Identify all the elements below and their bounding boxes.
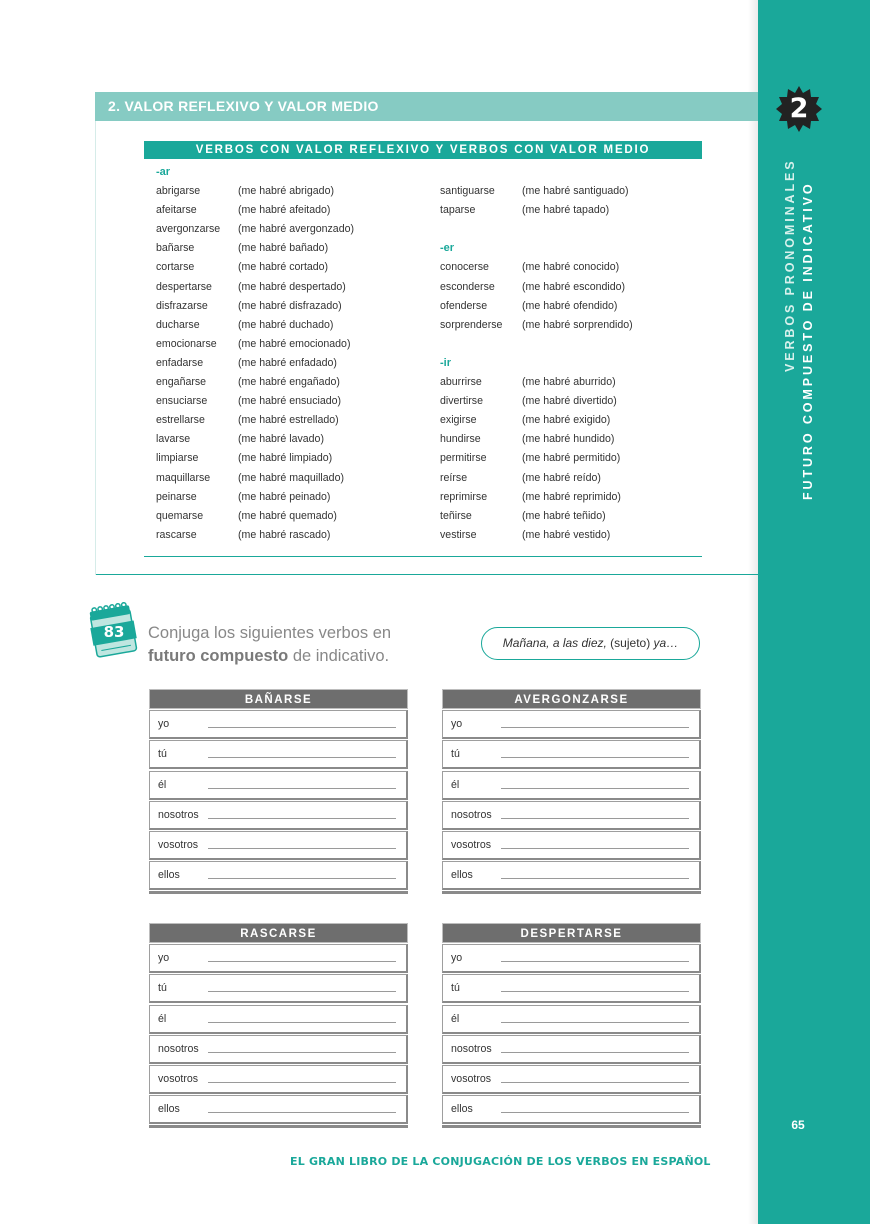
section-frame-edge (95, 121, 96, 575)
verb-table-title: VERBOS CON VALOR REFLEXIVO Y VERBOS CON VALOR MEDIO (144, 141, 702, 159)
verb-row (156, 258, 329, 277)
hint-italic-2: ya… (653, 636, 679, 650)
conjugation-row (149, 944, 408, 973)
pronoun-label: tú (451, 982, 460, 995)
verb-infinitive: peinarse (156, 490, 197, 503)
answer-line[interactable] (501, 848, 689, 849)
hint-plain: (sujeto) (606, 636, 654, 650)
conjugation-table-despertarse (442, 923, 701, 1128)
conjugation-row (442, 1095, 701, 1124)
verb-group-label: -ar (156, 166, 171, 178)
pronoun-label: yo (451, 718, 463, 731)
verb-infinitive: reprimirse (440, 490, 488, 503)
verb-row (156, 469, 344, 488)
verb-row (440, 163, 454, 182)
verb-infinitive: maquillarse (156, 471, 211, 484)
verb-future-perfect: (me habré teñido) (522, 509, 606, 522)
pronoun-label: ellos (451, 869, 473, 882)
conjugation-row (442, 861, 701, 890)
conjugation-table-bottom (149, 1125, 408, 1128)
verb-group-label: -er (440, 242, 455, 255)
verb-future-perfect: (me habré divertido) (522, 395, 617, 408)
answer-line[interactable] (208, 878, 396, 879)
conjugation-row (149, 831, 408, 860)
pronoun-label: él (158, 778, 167, 791)
verb-infinitive: afeitarse (156, 204, 197, 217)
instruction-line2: de indicativo. (288, 647, 390, 665)
verb-infinitive: esconderse (440, 280, 495, 293)
pronoun-label: él (451, 778, 460, 791)
verb-infinitive: disfrazarse (156, 299, 208, 312)
verb-row (440, 430, 615, 449)
verb-future-perfect: (me habré abrigado) (238, 185, 334, 198)
verb-infinitive: cortarse (156, 261, 195, 274)
verb-future-perfect: (me habré maquillado) (238, 471, 344, 484)
verb-infinitive: enfadarse (156, 356, 204, 369)
verb-row (156, 373, 340, 392)
verb-row (156, 182, 334, 201)
verb-infinitive: sorprenderse (440, 318, 503, 331)
pronoun-label: tú (451, 748, 460, 761)
verb-future-perfect: (me habré peinado) (238, 490, 331, 503)
conjugation-row (442, 974, 701, 1003)
verb-future-perfect: (me habré emocionado) (238, 337, 351, 350)
answer-line[interactable] (501, 1112, 689, 1113)
conjugation-table-title: AVERGONZARSE (442, 689, 701, 709)
verb-column-left (156, 163, 355, 545)
verb-infinitive: emocionarse (156, 337, 217, 350)
verb-row (440, 373, 616, 392)
answer-line[interactable] (501, 991, 689, 992)
pronoun-label: yo (158, 952, 170, 965)
pronoun-label: yo (158, 718, 170, 731)
conjugation-table-rascarse (149, 923, 408, 1128)
conjugation-row (149, 974, 408, 1003)
answer-line[interactable] (208, 1112, 396, 1113)
pronoun-label: nosotros (158, 1042, 199, 1055)
conjugation-row (442, 740, 701, 769)
answer-line[interactable] (501, 1052, 689, 1053)
verb-row (440, 411, 611, 430)
conjugation-row (149, 1035, 408, 1064)
verb-row (156, 297, 342, 316)
verb-row (156, 335, 351, 354)
side-title-line2: FUTURO COMPUESTO DE INDICATIVO (801, 181, 815, 500)
pronoun-label: vosotros (451, 1072, 492, 1085)
verb-infinitive: rascarse (156, 528, 197, 541)
verb-infinitive: ducharse (156, 318, 200, 331)
verb-future-perfect: (me habré escondido) (522, 280, 626, 293)
answer-line[interactable] (501, 727, 689, 728)
verb-row (440, 449, 621, 468)
verb-row (440, 392, 617, 411)
verb-future-perfect: (me habré despertado) (238, 280, 346, 293)
verb-infinitive: despertarse (156, 280, 212, 293)
verb-infinitive: hundirse (440, 433, 481, 446)
conjugation-row (442, 771, 701, 800)
verb-future-perfect: (me habré vestido) (522, 528, 611, 541)
pronoun-label: tú (158, 748, 167, 761)
answer-line[interactable] (208, 961, 396, 962)
verb-future-perfect: (me habré aburrido) (522, 376, 616, 389)
conjugation-table-bottom (442, 891, 701, 894)
answer-line[interactable] (208, 1052, 396, 1053)
verb-row (156, 354, 337, 373)
instruction-bold: futuro compuesto (148, 647, 289, 665)
answer-line[interactable] (208, 727, 396, 728)
conjugation-table-title: RASCARSE (149, 923, 408, 943)
pronoun-label: vosotros (451, 838, 492, 851)
answer-line[interactable] (501, 961, 689, 962)
section-header (95, 92, 758, 121)
verb-infinitive: taparse (440, 204, 476, 217)
exercise-hint-pill (481, 627, 700, 660)
verb-row (440, 258, 620, 277)
verb-future-perfect: (me habré santiguado) (522, 185, 629, 198)
answer-line[interactable] (208, 1082, 396, 1083)
pronoun-label: tú (158, 982, 167, 995)
verb-row (440, 526, 611, 545)
hint-italic-1: Mañana, a las diez, (502, 636, 607, 650)
pronoun-label: él (158, 1012, 167, 1025)
verb-future-perfect: (me habré exigido) (522, 414, 611, 427)
verb-infinitive: quemarse (156, 509, 204, 522)
verb-infinitive: engañarse (156, 376, 207, 389)
verb-future-perfect: (me habré tapado) (522, 204, 610, 217)
conjugation-row (149, 801, 408, 830)
verb-infinitive: aburrirse (440, 376, 482, 389)
verb-row (440, 297, 618, 316)
instruction-line1: Conjuga los siguientes verbos en (148, 624, 392, 642)
conjugation-row (442, 710, 701, 739)
verb-future-perfect: (me habré duchado) (238, 318, 334, 331)
pronoun-label: ellos (158, 869, 180, 882)
verb-row (156, 316, 334, 335)
verb-infinitive: teñirse (440, 509, 472, 522)
answer-line[interactable] (208, 1022, 396, 1023)
conjugation-row (149, 1005, 408, 1034)
verb-row (156, 220, 355, 239)
conjugation-row (149, 1065, 408, 1094)
chapter-badge (776, 86, 822, 132)
verb-future-perfect: (me habré bañado) (238, 242, 329, 255)
verb-infinitive: permitirse (440, 452, 487, 465)
verb-row (156, 201, 331, 220)
verb-row (156, 411, 339, 430)
verb-future-perfect: (me habré lavado) (238, 433, 324, 446)
verb-row (156, 278, 346, 297)
verb-infinitive: lavarse (156, 433, 191, 446)
verb-infinitive: estrellarse (156, 414, 205, 427)
verb-future-perfect: (me habré rascado) (238, 528, 331, 541)
verb-row (156, 449, 333, 468)
verb-future-perfect: (me habré conocido) (522, 261, 620, 274)
verb-infinitive: exigirse (440, 414, 477, 427)
book-footer-title: EL GRAN LIBRO DE LA CONJUGACIÓN DE LOS VERBOS EN ESPAÑOL (290, 1155, 711, 1168)
conjugation-row (442, 801, 701, 830)
section-title: 2. VALOR REFLEXIVO Y VALOR MEDIO (108, 98, 379, 114)
verb-row (440, 488, 621, 507)
verb-future-perfect: (me habré sorprendido) (522, 318, 633, 331)
verb-future-perfect: (me habré reprimido) (522, 490, 621, 503)
page-number: 65 (791, 1118, 805, 1132)
verb-infinitive: ofenderse (440, 299, 488, 312)
verb-infinitive: bañarse (156, 242, 195, 255)
pronoun-label: ellos (158, 1103, 180, 1116)
answer-line[interactable] (501, 757, 689, 758)
pronoun-label: ellos (451, 1103, 473, 1116)
conjugation-table-bottom (149, 891, 408, 894)
verb-row (440, 335, 454, 354)
verb-row (440, 278, 626, 297)
conjugation-row (149, 771, 408, 800)
calendar-icon (88, 600, 140, 660)
verb-row (440, 507, 606, 526)
verb-row (440, 220, 454, 239)
conjugation-row (442, 831, 701, 860)
pronoun-label: nosotros (451, 808, 492, 821)
verb-future-perfect: (me habré hundido) (522, 433, 615, 446)
verb-future-perfect: (me habré enfadado) (238, 356, 337, 369)
verb-future-perfect: (me habré disfrazado) (238, 299, 342, 312)
answer-line[interactable] (208, 991, 396, 992)
conjugation-row (149, 1095, 408, 1124)
pronoun-label: vosotros (158, 838, 199, 851)
side-vertical-title (780, 146, 822, 506)
conjugation-row (442, 1005, 701, 1034)
pronoun-label: vosotros (158, 1072, 199, 1085)
verb-group-label: -ir (440, 356, 451, 369)
verb-list-table (144, 141, 702, 557)
verb-infinitive: reírse (440, 471, 468, 484)
answer-line[interactable] (208, 788, 396, 789)
conjugation-table-bottom (442, 1125, 701, 1128)
verb-infinitive: ensuciarse (156, 395, 208, 408)
verb-infinitive: abrigarse (156, 185, 201, 198)
verb-column-right (440, 163, 633, 545)
conjugation-table-title: BAÑARSE (149, 689, 408, 709)
verb-row (440, 182, 629, 201)
exercise-number: 83 (103, 623, 125, 641)
pronoun-label: nosotros (451, 1042, 492, 1055)
verb-future-perfect: (me habré estrellado) (238, 414, 339, 427)
answer-line[interactable] (501, 1082, 689, 1083)
verb-future-perfect: (me habré afeitado) (238, 204, 331, 217)
verb-row (156, 488, 331, 507)
answer-line[interactable] (501, 1022, 689, 1023)
verb-row (156, 392, 342, 411)
conjugation-row (442, 944, 701, 973)
answer-line[interactable] (208, 818, 396, 819)
pronoun-label: nosotros (158, 808, 199, 821)
verb-future-perfect: (me habré permitido) (522, 452, 621, 465)
conjugation-row (149, 710, 408, 739)
verb-future-perfect: (me habré reído) (522, 471, 601, 484)
verb-future-perfect: (me habré limpiado) (238, 452, 333, 465)
verb-row (156, 507, 337, 526)
conjugation-table-banarse (149, 689, 408, 894)
answer-line[interactable] (208, 848, 396, 849)
verb-infinitive: divertirse (440, 395, 483, 408)
conjugation-row (442, 1035, 701, 1064)
verb-future-perfect: (me habré avergonzado) (238, 223, 355, 236)
verb-infinitive: limpiarse (156, 452, 199, 465)
verb-infinitive: santiguarse (440, 185, 495, 198)
answer-line[interactable] (501, 878, 689, 879)
verb-infinitive: avergonzarse (156, 223, 221, 236)
verb-future-perfect: (me habré ensuciado) (238, 395, 342, 408)
answer-line[interactable] (208, 757, 396, 758)
conjugation-row (149, 861, 408, 890)
chapter-number: 2 (789, 93, 809, 124)
exercise-calendar-icon (88, 600, 140, 660)
verb-row (440, 201, 610, 220)
verb-row (156, 239, 329, 258)
verb-infinitive: vestirse (440, 528, 477, 541)
verb-future-perfect: (me habré quemado) (238, 509, 337, 522)
verb-row (440, 316, 633, 335)
verb-row (156, 526, 331, 545)
conjugation-table-avergonzarse (442, 689, 701, 894)
verb-row (156, 430, 324, 449)
conjugation-row (442, 1065, 701, 1094)
verb-infinitive: conocerse (440, 261, 489, 274)
pronoun-label: él (451, 1012, 460, 1025)
pronoun-label: yo (451, 952, 463, 965)
exercise-instruction (148, 622, 391, 668)
side-title-line1: VERBOS PRONOMINALES (783, 158, 797, 372)
conjugation-table-title: DESPERTARSE (442, 923, 701, 943)
verb-future-perfect: (me habré engañado) (238, 376, 340, 389)
verb-future-perfect: (me habré ofendido) (522, 299, 618, 312)
answer-line[interactable] (501, 788, 689, 789)
verb-row (440, 469, 601, 488)
conjugation-row (149, 740, 408, 769)
verb-future-perfect: (me habré cortado) (238, 261, 329, 274)
answer-line[interactable] (501, 818, 689, 819)
